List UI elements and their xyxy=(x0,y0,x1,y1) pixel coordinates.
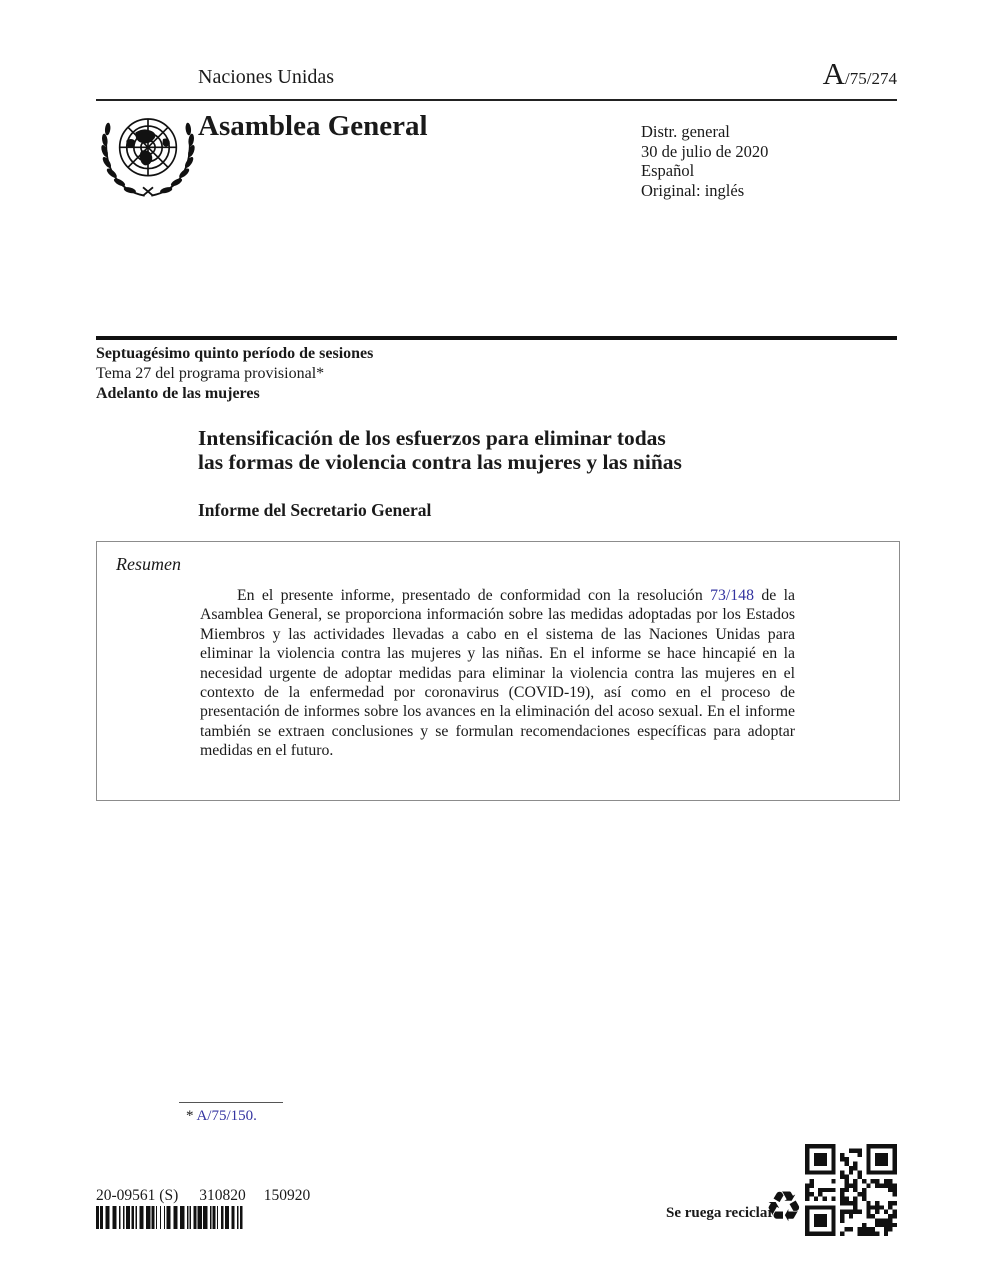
section-rule xyxy=(96,336,897,340)
distribution-block xyxy=(641,122,768,200)
footer-code-2: 150920 xyxy=(263,1187,311,1204)
footnote-reference-link[interactable]: A/75/150. xyxy=(196,1108,257,1124)
recycle-label: Se ruega reciclar xyxy=(666,1205,775,1221)
summary-box xyxy=(96,541,900,801)
agenda-item: Tema 27 del programa provisional* xyxy=(96,364,325,382)
distr-line: Distr. general xyxy=(641,122,730,141)
report-subtitle: Informe del Secretario General xyxy=(198,500,432,520)
header-rule xyxy=(96,99,897,101)
organ-title: Asamblea General xyxy=(198,110,428,142)
distr-line: 30 de julio de 2020 xyxy=(641,141,769,161)
document-symbol xyxy=(823,56,897,92)
summary-heading: Resumen xyxy=(116,554,181,574)
session-block xyxy=(96,344,373,403)
footnote-separator xyxy=(179,1102,283,1103)
document-symbol-number: /75/274 xyxy=(845,69,897,88)
session-period: Septuagésimo quinto período de sesiones xyxy=(96,345,374,362)
footer-code-1: 310820 xyxy=(199,1187,246,1204)
report-title xyxy=(198,427,682,475)
un-emblem-icon xyxy=(98,107,198,206)
resolution-link[interactable]: 73/148 xyxy=(710,587,754,604)
org-name: Naciones Unidas xyxy=(198,66,335,88)
footnote xyxy=(186,1108,257,1125)
report-title-line: Intensificación de los esfuerzos para eliminar todas xyxy=(198,426,666,450)
footnote-marker: * xyxy=(186,1108,194,1124)
distr-line: Español xyxy=(641,161,695,180)
summary-paragraph xyxy=(200,586,795,761)
job-number: 20-09561 (S) xyxy=(96,1187,179,1204)
agenda-topic: Adelanto de las mujeres xyxy=(96,384,260,402)
summary-text-before: En el presente informe, presentado de conformidad con la resolución xyxy=(237,587,703,604)
recycle-icon: ♻ xyxy=(765,1182,803,1231)
qr-code xyxy=(805,1144,897,1241)
footer-document-id xyxy=(96,1187,310,1205)
distr-line: Original: inglés xyxy=(641,180,745,200)
barcode xyxy=(96,1206,246,1234)
summary-text-after: de la Asamblea General, se proporciona información sobre las medidas adoptadas por los Estados Miembros y las actividades llevadas a cabo en el sistema de las Naciones Unidas para eliminar la violencia contra las mujeres y las niñas. En el informe se hace hincapié en la necesidad urgente de adoptar medidas para eliminar la violencia contra las mujeres en el contexto de la enfermedad por coronavirus (COVID-19), así como en el proceso de presentación de informes sobre los avances en la eliminación del acoso sexual. En el informe también se extraen conclusiones y se formulan recomendaciones específicas para adoptar medidas en el futuro. xyxy=(200,587,796,760)
document-symbol-letter: A xyxy=(822,56,846,91)
report-title-line: las formas de violencia contra las mujeres y las niñas xyxy=(198,449,682,474)
